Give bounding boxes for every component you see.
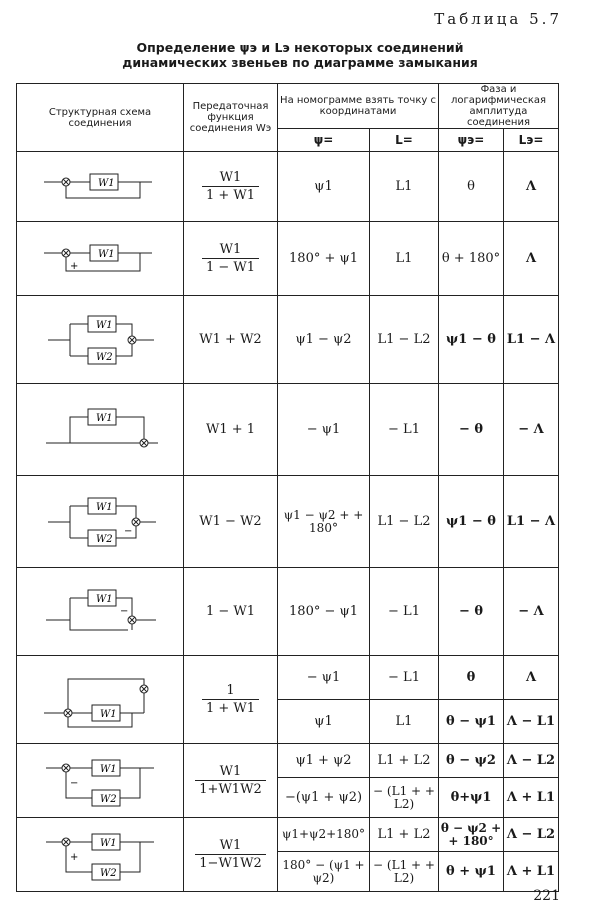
table-row	[17, 744, 559, 778]
L-e-value: − Λ	[504, 568, 559, 656]
psi-e-value: ψ1 − θ	[439, 476, 504, 568]
L-e-value: L1 − Λ	[504, 296, 559, 384]
connections-table	[16, 83, 559, 892]
psi-value: −(ψ1 + ψ2)	[278, 778, 370, 818]
L-e-value: Λ − L2	[504, 818, 559, 852]
block-w2: W2	[100, 793, 117, 805]
block-w1: W1	[100, 708, 117, 720]
block-w1: W1	[98, 248, 115, 260]
psi-value: ψ1	[278, 700, 370, 744]
page-number: 221	[533, 888, 560, 904]
table-row	[17, 152, 559, 222]
header-transfer: Передаточная функция соединения Wэ	[184, 84, 278, 152]
header-scheme: Структурная схема соединения	[17, 84, 184, 152]
L-value: L1	[370, 152, 439, 222]
scheme-diagram	[17, 384, 184, 476]
transfer-function: $\frac{W1}{1 - W1}$	[184, 222, 278, 296]
L-e-value: Λ	[504, 152, 559, 222]
L-e-value: − Λ	[504, 384, 559, 476]
table-row	[17, 568, 559, 656]
scheme-diagram	[17, 568, 184, 656]
block-w1: W1	[100, 837, 117, 849]
transfer-function: $\frac{W1}{1+W1W2}$	[184, 744, 278, 818]
table-title	[0, 40, 600, 70]
L-e-value: Λ + L1	[504, 852, 559, 892]
table-row	[17, 384, 559, 476]
psi-e-value: θ − ψ2 + + 180°	[439, 818, 504, 852]
L-value: L1 + L2	[370, 744, 439, 778]
L-e-value: L1 − Λ	[504, 476, 559, 568]
header-psi: ψ=	[278, 129, 370, 152]
psi-e-value: θ	[439, 152, 504, 222]
scheme-diagram	[17, 476, 184, 568]
title-line-2: динамических звеньев по диаграмме замыкания	[122, 55, 478, 70]
L-value: L1 + L2	[370, 818, 439, 852]
block-w1: W1	[96, 319, 113, 331]
transfer-function: $\frac{W1}{1 + W1}$	[184, 152, 278, 222]
svg-text:−: −	[70, 777, 79, 789]
title-line-1: Определение ψэ и Lэ некоторых соединений	[136, 40, 464, 55]
table-row	[17, 296, 559, 384]
svg-text:+: +	[70, 851, 79, 863]
block-w1: W1	[100, 763, 117, 775]
svg-text:−: −	[124, 525, 133, 537]
L-value: L1	[370, 222, 439, 296]
scheme-diagram	[17, 744, 184, 818]
psi-e-value: θ+ψ1	[439, 778, 504, 818]
psi-value: ψ1 − ψ2	[278, 296, 370, 384]
table-row	[17, 222, 559, 296]
L-value: − (L1 + + L2)	[370, 778, 439, 818]
psi-e-value: θ − ψ1	[439, 700, 504, 744]
svg-text:+: +	[70, 260, 79, 272]
transfer-function: W1 − W2	[184, 476, 278, 568]
scheme-diagram	[17, 222, 184, 296]
L-value: − L1	[370, 568, 439, 656]
block-w1: W1	[98, 177, 115, 189]
psi-e-value: θ − ψ2	[439, 744, 504, 778]
psi-value: − ψ1	[278, 656, 370, 700]
header-L: L=	[370, 129, 439, 152]
table-row	[17, 656, 559, 700]
table-row	[17, 818, 559, 852]
L-value: − (L1 + + L2)	[370, 852, 439, 892]
block-w2: W2	[100, 867, 117, 879]
L-e-value: Λ	[504, 222, 559, 296]
L-value: L1 − L2	[370, 296, 439, 384]
psi-e-value: − θ	[439, 384, 504, 476]
psi-value: ψ1 − ψ2 + + 180°	[278, 476, 370, 568]
psi-value: ψ1 + ψ2	[278, 744, 370, 778]
psi-e-value: − θ	[439, 568, 504, 656]
block-w1: W1	[96, 501, 113, 513]
psi-e-value: θ	[439, 656, 504, 700]
L-value: − L1	[370, 656, 439, 700]
header-phase: Фаза и логарифмическая амплитуда соединения	[439, 84, 559, 129]
header-L-e: Lэ=	[504, 129, 559, 152]
psi-value: 180° + ψ1	[278, 222, 370, 296]
block-w2: W2	[96, 533, 113, 545]
table-number: Таблица 5.7	[434, 10, 562, 28]
L-e-value: Λ − L1	[504, 700, 559, 744]
transfer-function: W1 + W2	[184, 296, 278, 384]
L-value: L1	[370, 700, 439, 744]
L-e-value: Λ − L2	[504, 744, 559, 778]
psi-e-value: θ + 180°	[439, 222, 504, 296]
transfer-function: $\frac{W1}{1-W1W2}$	[184, 818, 278, 892]
header-psi-e: ψэ=	[439, 129, 504, 152]
transfer-function: 1 − W1	[184, 568, 278, 656]
block-w2: W2	[96, 351, 113, 363]
psi-value: ψ1	[278, 152, 370, 222]
scheme-diagram	[17, 296, 184, 384]
psi-value: 180° − ψ1	[278, 568, 370, 656]
table-row	[17, 476, 559, 568]
header-nomogram: На номограмме взять точку с координатами	[278, 84, 439, 129]
L-value: L1 − L2	[370, 476, 439, 568]
psi-value: ψ1+ψ2+180°	[278, 818, 370, 852]
psi-e-value: ψ1 − θ	[439, 296, 504, 384]
transfer-function: $\frac{1}{1 + W1}$	[184, 656, 278, 744]
scheme-diagram	[17, 152, 184, 222]
block-w1: W1	[96, 412, 113, 424]
scheme-diagram	[17, 818, 184, 892]
svg-text:−: −	[120, 605, 129, 617]
transfer-function: W1 + 1	[184, 384, 278, 476]
L-value: − L1	[370, 384, 439, 476]
scheme-diagram	[17, 656, 184, 744]
L-e-value: Λ	[504, 656, 559, 700]
psi-e-value: θ + ψ1	[439, 852, 504, 892]
psi-value: − ψ1	[278, 384, 370, 476]
psi-value: 180° − (ψ1 + ψ2)	[278, 852, 370, 892]
block-w1: W1	[96, 593, 113, 605]
L-e-value: Λ + L1	[504, 778, 559, 818]
